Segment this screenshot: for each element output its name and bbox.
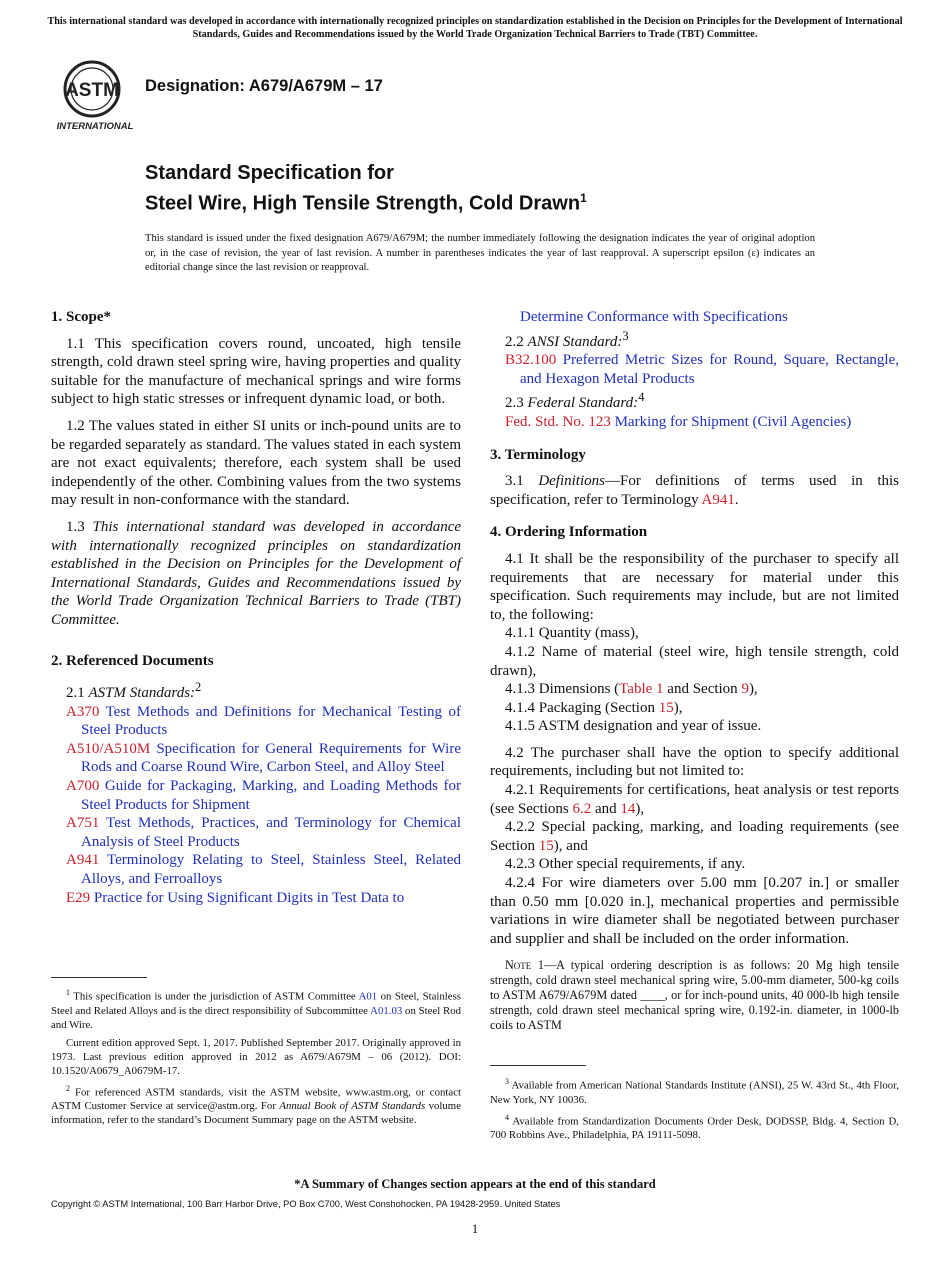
note-text: —A typical ordering description is as follows: 20 Mg high tensile strength, cold drawn steel mechanical spring wire, 5.00-mm diameter, 500-kg coils to ASTM A679/A679M dated ____, or for inch-pound units, 40 000-lb high tensile strength, cold drawn steel mechanical spring wire, 0.192-in. diameter, in 1000-lb coils to ASTM: [490, 958, 900, 1033]
section-6-2-link[interactable]: 6.2: [572, 800, 592, 817]
para-1-3-text: This international standard was developed in accordance with internationally recognized principles on standardization established in the Decision on Principles for the Development of International Standards, Guides and Recommendations issued by the World Trade Organization Technical Barriers to Trade (TBT) Committee.: [51, 518, 462, 628]
ansi-standard-number: 2.2: [505, 333, 524, 350]
para-3-1-end: .: [734, 491, 739, 508]
item-text: ),: [748, 681, 758, 698]
section-3-heading: 3. Terminology: [490, 446, 586, 463]
item-text: 4.1.3 Dimensions (: [505, 681, 620, 698]
footnote-marker: 4: [505, 1112, 509, 1122]
section-9-link[interactable]: 9: [741, 681, 749, 698]
reference-title[interactable]: Preferred Metric Sizes for Round, Square, Rectangle, and Hexagon Metal Products: [520, 352, 900, 387]
para-1-3: [51, 518, 461, 630]
footnote-3: [490, 1075, 899, 1107]
subcommittee-a01-03-link[interactable]: A01.03: [370, 1004, 403, 1017]
copyright-line: Copyright © ASTM International, 100 Barr Harbor Drive, PO Box C700, West Conshohocken, PA 19428-2959. United States: [51, 1199, 561, 1209]
reference-code[interactable]: E29: [66, 889, 91, 906]
astm-reference-list: [51, 703, 461, 908]
item-4-1-3: [490, 680, 899, 699]
para-3-1-text: —For definitions of terms used in this specification, refer to Terminology: [490, 473, 899, 508]
item-text: and Section: [663, 681, 742, 698]
note-1: [490, 958, 899, 1033]
item-4-2-2: [490, 818, 899, 855]
note-label: Note 1: [505, 958, 544, 973]
page-number: 1: [471, 1222, 479, 1236]
item-4-2-4: 4.2.4 For wire diameters over 5.00 mm [0.207 in.] or smaller than 0.50 mm [0.020 in.], mechanical properties and permissible variations in wire diameter shall be negotiated between purchaser and supplier and shall be included on the order information.: [490, 875, 899, 947]
title-line-2-text: Steel Wire, High Tensile Strength, Cold Drawn: [145, 192, 581, 215]
reference-code[interactable]: A700: [66, 778, 100, 795]
footnote-text: This specification is under the jurisdiction of ASTM Committee: [73, 990, 359, 1003]
left-column: [51, 308, 461, 907]
top-notice: This international standard was developed in accordance with internationally recognized principles on standardization established in the Decision on Principles for the Development of International Standards, Guides and Recommendations issued by the World Trade Organization Technical Barriers to Trade (TBT) Committee.: [47, 16, 903, 40]
reference-a370[interactable]: [51, 703, 461, 740]
committee-a01-link[interactable]: A01: [358, 990, 378, 1003]
astm-standards-label: ASTM Standards:: [88, 685, 196, 702]
table-1-link[interactable]: Table 1: [619, 681, 664, 698]
footnotes-right: [490, 1075, 899, 1146]
federal-standard-number: 2.3: [505, 395, 524, 412]
federal-standard-subhead: [490, 388, 899, 413]
reference-e29[interactable]: [51, 889, 461, 908]
reference-a941[interactable]: [51, 851, 461, 888]
federal-standard-label: Federal Standard:: [527, 395, 639, 412]
title-line-2: [145, 186, 587, 217]
astm-logo: [52, 58, 138, 133]
reference-code[interactable]: B32.100: [505, 352, 557, 369]
section-14-link[interactable]: 14: [620, 800, 636, 817]
footnote-2: [51, 1082, 461, 1128]
item-4-1-1: 4.1.1 Quantity (mass),: [505, 625, 639, 642]
item-4-1-4: [490, 699, 899, 718]
para-1-3-number: 1.3: [66, 518, 85, 535]
footnote-text: volume information, refer to the standard’s Document Summary page on the ASTM website.: [51, 1100, 461, 1127]
ansi-standard-subhead: [490, 327, 899, 352]
footnote-1: [51, 986, 461, 1032]
para-4-2: 4.2 The purchaser shall have the option to specify additional requirements, including but not limited to:: [490, 744, 899, 780]
footnote-text: on Steel, Stainless Steel and Related Alloys and is the direct responsibility of Subcommittee: [51, 990, 461, 1017]
reference-title[interactable]: Test Methods, Practices, and Terminology for Chemical Analysis of Steel Products: [81, 815, 462, 850]
astm-logo-icon: [52, 58, 138, 133]
item-4-2-3: 4.2.3 Other special requirements, if any.: [505, 856, 746, 873]
reference-title[interactable]: Practice for Using Significant Digits in Test Data to: [93, 889, 405, 906]
footnote-marker: 2: [66, 1083, 70, 1093]
reference-title[interactable]: Specification for General Requirements for Wire Rods and Coarse Round Wire, Carbon Steel, and Alloy Steel: [81, 740, 461, 776]
reference-a700[interactable]: [51, 777, 461, 814]
issue-note: This standard is issued under the fixed designation A679/A679M; the number immediately following the designation indicates the year of original adoption or, in the case of revision, the year of last revision. A number in parentheses indicates the year of last reapproval. A superscript epsilon (ε) indicates an editorial change since the last revision or reapproval.: [145, 233, 815, 274]
reference-title-continued[interactable]: Determine Conformance with Specifications: [520, 309, 788, 325]
document-title: [145, 161, 587, 217]
footnote-divider-right: [490, 1065, 586, 1066]
summary-of-changes-note: *A Summary of Changes section appears at the end of this standard: [294, 1177, 656, 1191]
section-2-heading: 2. Referenced Documents: [51, 652, 214, 669]
item-text: ),: [673, 699, 683, 716]
reference-code[interactable]: A941: [66, 852, 100, 869]
item-4-2-1: [490, 781, 899, 818]
footnote-text: Available from Standardization Documents Order Desk, DODSSP, Bldg. 4, Section D, 700 Robbins Ave., Philadelphia, PA 19111-5098.: [490, 1115, 899, 1142]
logo-subtext: INTERNATIONAL: [56, 121, 134, 132]
para-3-1-number: 3.1: [505, 473, 524, 490]
reference-b32-100[interactable]: [490, 351, 899, 388]
footnote-text: For referenced ASTM standards, visit the ASTM website, www.astm.org, or contact ASTM Customer Service at service@astm.org. For: [51, 1086, 461, 1113]
designation: Designation: A679/A679M – 17: [145, 77, 383, 95]
footnote-marker: 3: [505, 1077, 509, 1086]
logo-text: ASTM: [65, 80, 119, 101]
footnote-divider-left: [51, 977, 147, 978]
footnote-italic: Annual Book of ASTM Standards: [279, 1100, 426, 1113]
reference-title[interactable]: Terminology Relating to Steel, Stainless Steel, Related Alloys, and Ferroalloys: [81, 852, 461, 888]
footnote-marker: 1: [66, 988, 70, 997]
title-footnote-marker[interactable]: 1: [580, 191, 587, 205]
astm-footnote-marker[interactable]: 2: [195, 680, 202, 695]
section-1-heading: 1. Scope*: [51, 309, 111, 325]
para-4-1: 4.1 It shall be the responsibility of the purchaser to specify all requirements that are necessary for material under this specification. Such requirements may include, but are not limited to, the following:: [490, 550, 899, 623]
item-text: 4.2.1 Requirements for certifications, heat analysis or test reports (see Sections: [490, 782, 899, 817]
footnotes-left: [51, 986, 461, 1131]
federal-footnote-marker[interactable]: 4: [638, 390, 645, 405]
reference-e29-continued[interactable]: [490, 308, 899, 327]
section-4-heading: 4. Ordering Information: [490, 524, 648, 541]
reference-title[interactable]: Guide for Packaging, Marking, and Loading Methods for Steel Products for Shipment: [81, 778, 461, 813]
reference-code[interactable]: A370: [66, 703, 100, 720]
item-text: ), and: [553, 837, 588, 854]
para-1-2: 1.2 The values stated in either SI units or inch-pound units are to be regarded separately as standard. The values stated in each system are not exact equivalents; therefore, each system shall be used independently of the other. Combining values from the two systems may result in non-conformance with the standard.: [51, 417, 461, 509]
footnote-4: [490, 1111, 899, 1143]
reference-title[interactable]: Marking for Shipment (Civil Agencies): [614, 413, 852, 430]
footnote-text: Available from American National Standards Institute (ANSI), 25 W. 43rd St., 4th Floor, New York, NY 10036.: [490, 1079, 899, 1106]
ansi-standard-label: ANSI Standard:: [527, 333, 623, 350]
astm-standards-subhead: [51, 678, 461, 703]
terminology-a941-link[interactable]: A941: [701, 491, 735, 508]
reference-a510[interactable]: [51, 740, 461, 777]
astm-standards-number: 2.1: [66, 685, 85, 702]
footnote-text: on Steel Rod and Wire.: [51, 1004, 462, 1031]
reference-code[interactable]: A510/A510M: [66, 740, 151, 757]
item-text: 4.2.2 Special packing, marking, and loading requirements (see Section: [490, 819, 899, 854]
reference-a751[interactable]: [51, 814, 461, 851]
item-4-1-2: 4.1.2 Name of material (steel wire, high tensile strength, cold drawn),: [490, 643, 899, 679]
ansi-footnote-marker[interactable]: 3: [622, 328, 629, 343]
right-column: [490, 308, 899, 1033]
title-line-1: Standard Specification for: [145, 162, 394, 184]
section-15-link[interactable]: 15: [538, 837, 554, 854]
footnote-edition: Current edition approved Sept. 1, 2017. Published September 2017. Originally approved in 1973. Last previous edition approved in 2012 as A679/A679M – 06 (2012). DOI: 10.1520/A0679_A0679M-17.: [51, 1036, 461, 1077]
item-text: 4.1.4 Packaging (Section: [505, 699, 659, 716]
para-1-1: 1.1 This specification covers round, uncoated, high tensile strength, cold drawn steel spring wire, having properties and quality suitable for the manufacture of mechanical springs and wire forms subject to high static stresses or infrequent dynamic load, or both.: [51, 335, 461, 408]
item-4-1-5: 4.1.5 ASTM designation and year of issue.: [505, 718, 762, 735]
para-3-1-term: Definitions: [538, 473, 605, 490]
reference-code[interactable]: Fed. Std. No. 123: [505, 413, 611, 430]
item-text: and: [591, 800, 621, 817]
item-text: ),: [635, 800, 645, 817]
reference-code[interactable]: A751: [66, 815, 100, 832]
section-15-link[interactable]: 15: [658, 699, 674, 716]
reference-fed-std-123[interactable]: [490, 413, 899, 432]
reference-title[interactable]: Test Methods and Definitions for Mechanical Testing of Steel Products: [81, 703, 461, 739]
para-3-1: [490, 472, 899, 509]
